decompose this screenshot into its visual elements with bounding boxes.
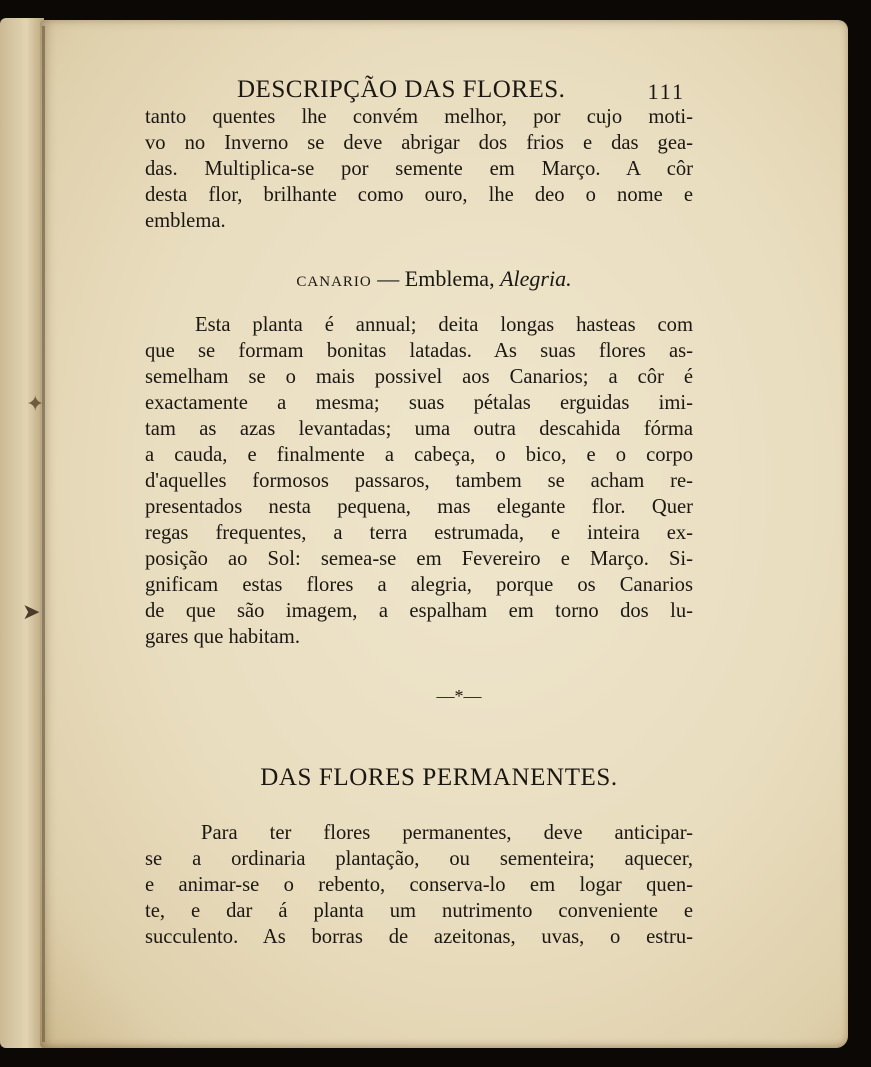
emblem-label: Emblema, [404, 266, 501, 291]
text-line: d'aquelles formosos passaros, tambem se acham re- [145, 470, 693, 492]
text-line: de que são imagem, a espalham em torno dos lu- [145, 600, 693, 622]
margin-mark-top: ✦ [26, 392, 45, 417]
text-line: regas frequentes, a terra estrumada, e inteira ex- [145, 522, 693, 544]
page-number: 111 [647, 79, 685, 104]
text-line: gnificam estas flores a alegria, porque os Canarios [145, 574, 693, 596]
text-line: te, e dar á planta um nutrimento conveniente e [145, 900, 693, 922]
text-line: Para ter flores permanentes, deve anticipar- [201, 822, 693, 844]
canario-description [145, 312, 693, 650]
section-ornament: —*— [436, 686, 482, 706]
text-line: tanto quentes lhe convém melhor, por cujo moti- [145, 106, 693, 128]
permanent-flowers-paragraph [145, 820, 693, 950]
text-line: se a ordinaria plantação, ou sementeira; aquecer, [145, 848, 693, 870]
running-head: DESCRIPÇÃO DAS FLORES. [237, 76, 566, 103]
text-line: emblema. [145, 210, 226, 232]
text-line: vo no Inverno se deve abrigar dos frios e das gea- [145, 132, 693, 154]
text-line: semelham se o mais possivel aos Canarios; a côr é [145, 366, 693, 388]
previous-page-edge [0, 18, 44, 1048]
text-line: gares que habitam. [145, 626, 300, 648]
page-header [145, 70, 693, 104]
text-line: posição ao Sol: semea-se em Fevereiro e Março. Si- [145, 548, 693, 570]
paragraph-continued [145, 104, 693, 234]
flower-name: CANARIO [296, 274, 372, 290]
page-gutter [42, 26, 45, 1042]
text-line: a cauda, e finalmente a cabeça, o bico, e o corpo [145, 444, 693, 466]
text-line: desta flor, brilhante como ouro, lhe deo o nome e [145, 184, 693, 206]
text-line: presentados nesta pequena, mas elegante flor. Quer [145, 496, 693, 518]
flower-entry-title [145, 266, 693, 296]
text-line: que se formam bonitas latadas. As suas flores as- [145, 340, 693, 362]
page-text [145, 70, 693, 950]
text-line: succulento. As borras de azeitonas, uvas, o estru- [145, 926, 693, 948]
emblem-meaning: Alegria. [500, 266, 572, 291]
text-line: exactamente a mesma; suas pétalas erguidas imi- [145, 392, 693, 414]
title-dash: — [371, 266, 405, 291]
margin-mark-bottom: ➤ [22, 600, 41, 625]
text-line: Esta planta é annual; deita longas hasteas com [195, 314, 693, 336]
section-title: DAS FLORES PERMANENTES. [260, 764, 618, 791]
text-line: e animar-se o rebento, conserva-lo em logar quen- [145, 874, 693, 896]
text-line: das. Multiplica-se por semente em Março. A côr [145, 158, 693, 180]
text-line: tam as azas levantadas; uma outra descahida fórma [145, 418, 693, 440]
